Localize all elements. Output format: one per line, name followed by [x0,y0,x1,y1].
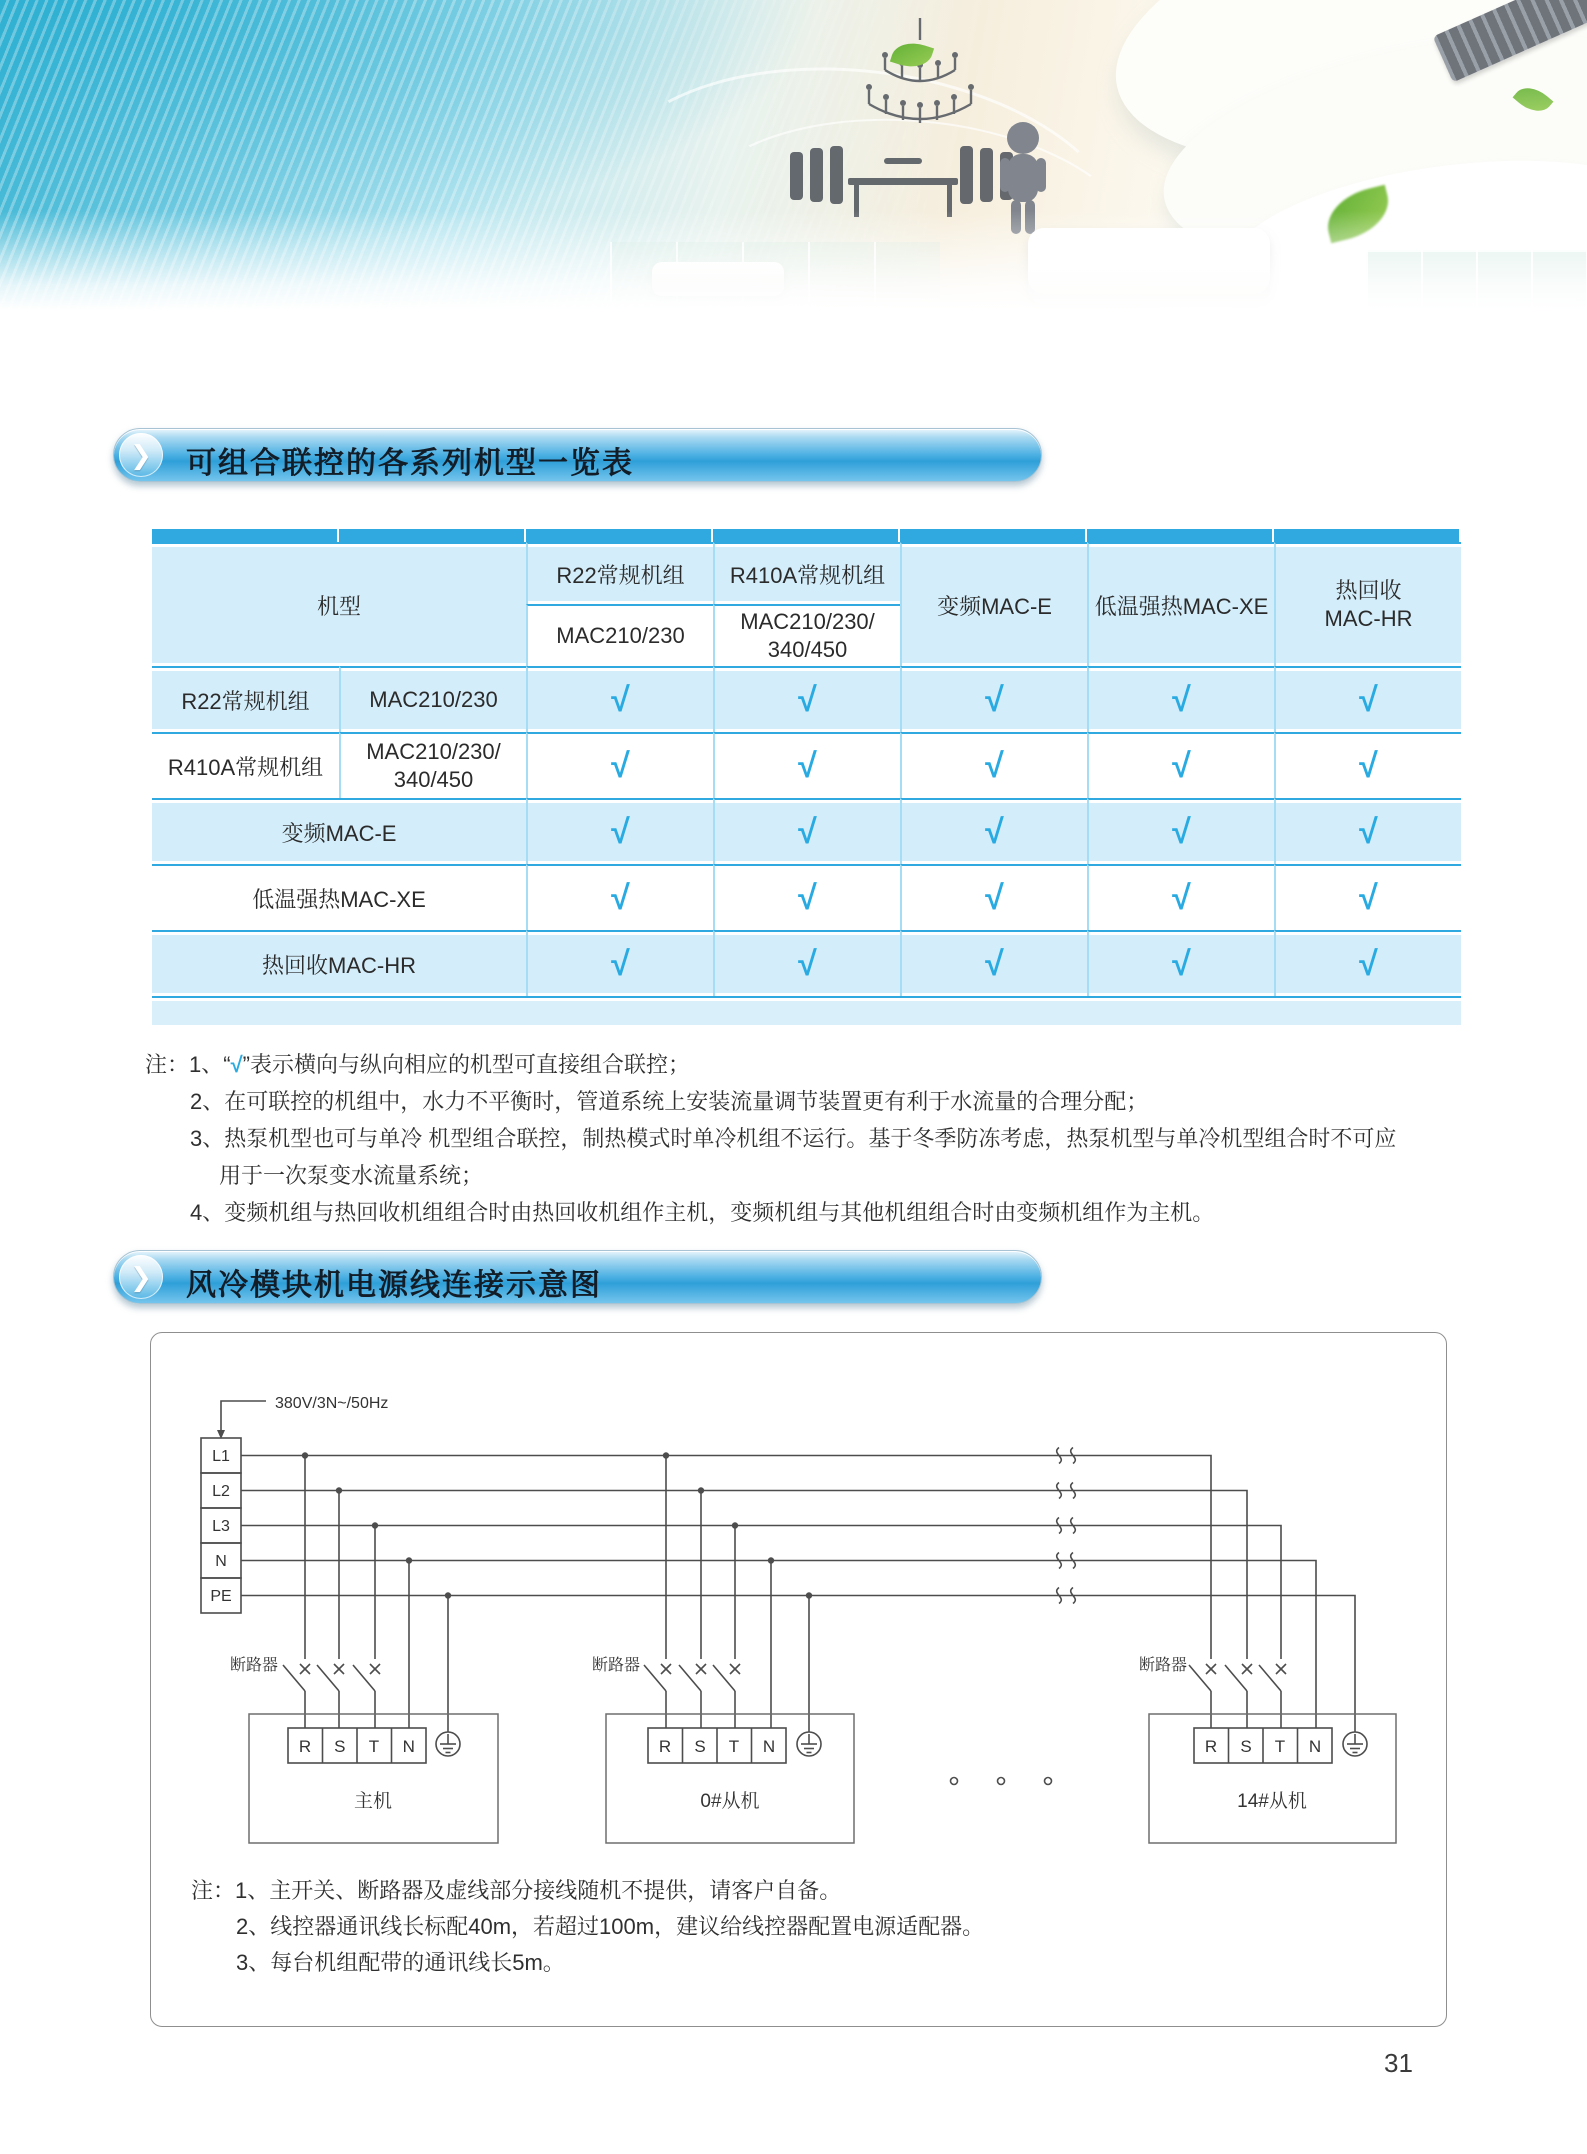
ellipsis-dots [951,1778,1052,1785]
check-cell [1087,666,1274,732]
terminal-s: S [694,1737,706,1756]
ground-icon [797,1732,821,1756]
check-icon: √ [1359,878,1378,917]
terminal-n: N [762,1737,776,1756]
table-notes [145,1046,1485,1231]
row-model [339,732,526,798]
bus-line-pe [241,1596,1355,1733]
check-icon: √ [798,944,817,983]
circuit-breakers [283,1664,1286,1729]
terminal-t: T [728,1737,740,1756]
unit2-label: 0#从机 [700,1791,760,1812]
ground-icon [436,1732,460,1756]
note-line-3: 3、热泵机型也可与单冷 机型组合联控，制热模式时单冷机组不运行。基于冬季防冻考虑，热泵机型与单冷机型组合时不可应 [190,1126,1397,1151]
check-icon: √ [985,944,1004,983]
check-cell [900,732,1087,798]
row-label: 变频MAC-E [152,798,526,864]
section2-titlebar [113,1250,1042,1304]
compatibility-matrix [152,542,1461,996]
check-icon: √ [1359,812,1378,851]
header-mac-e: 变频MAC-E [900,542,1087,666]
header-mac-hr [1274,542,1461,666]
check-icon: √ [1359,944,1378,983]
check-icon: √ [1172,812,1191,851]
check-cell [713,732,900,798]
header-r22-model: MAC210/230 [526,604,713,666]
check-icon: √ [611,680,630,719]
header-r410a-model [713,604,900,666]
check-cell [900,864,1087,930]
note-line-4: 4、变频机组与热回收机组组合时由热回收机组作主机，变频机组与其他机组组合时由变频机组作为主机。 [190,1200,1215,1225]
note-line-2: 2、在可联控的机组中，水力不平衡时，管道系统上安装流量调节装置更有利于水流量的合理分配； [190,1089,1149,1114]
table-top-strip [152,529,1461,542]
compatibility-table [152,529,1461,1028]
chevron-right-icon: ❯ [119,433,163,477]
bus-line-l2 [241,1491,1247,1660]
phase-label-l2: L2 [212,1483,230,1500]
diagram-note-1: 注：1、主开关、断路器及虚线部分接线随机不提供，请客户自备。 [191,1878,842,1903]
terminal-t: T [368,1737,380,1756]
check-cell [1274,864,1461,930]
check-icon: √ [1359,746,1378,785]
breaker-unit1 [283,1664,380,1729]
check-icon: √ [1359,680,1378,719]
terminal-s: S [334,1737,346,1756]
section2-title: 风冷模块机电源线连接示意图 [186,1269,602,1302]
check-icon: √ [611,746,630,785]
row-model-line2: 340/450 [393,767,474,792]
terminal-r: R [1204,1737,1218,1756]
terminal-n: N [1308,1737,1322,1756]
check-cell [900,798,1087,864]
page-number: 31 [1384,2048,1413,2078]
check-icon: √ [798,746,817,785]
note1-text: ”表示横向与纵向相应的机型可直接组合联控； [242,1052,690,1077]
bus-line-n [241,1561,1316,1730]
phase-label-pe: PE [210,1588,232,1605]
check-cell [713,666,900,732]
check-icon: √ [985,746,1004,785]
terminal-r: R [658,1737,672,1756]
check-cell [1087,732,1274,798]
check-cell [900,666,1087,732]
check-icon: √ [798,878,817,917]
phase-label-l3: L3 [212,1518,230,1535]
check-icon: √ [985,680,1004,719]
phase-label-n: N [215,1553,227,1570]
check-cell [1087,798,1274,864]
row-label: 低温强热MAC-XE [152,864,526,930]
wiring-diagram-box [150,1332,1447,2027]
header-mac-xe: 低温强热MAC-XE [1087,542,1274,666]
check-icon: √ [798,812,817,851]
note1-prefix: 注：1、“ [145,1052,231,1077]
header-r410a: R410A常规机组 [713,542,900,604]
diagram-notes [191,1873,984,1981]
check-cell [1274,930,1461,996]
unit3-label: 14#从机 [1237,1791,1307,1812]
row-label: 热回收MAC-HR [152,930,526,996]
header-r410a-model-line1: MAC210/230/ [740,609,875,634]
header-r22: R22常规机组 [526,542,713,604]
hero-fade [0,0,1587,310]
table-bottom-strip [152,996,1461,1028]
diagram-note-2: 2、线控器通讯线长标配40m，若超过100m，建议给线控器配置电源适配器。 [236,1914,985,1939]
bus-lines [241,1456,1355,1733]
check-icon: √ [611,812,630,851]
check-cell [1274,666,1461,732]
row-model: MAC210/230 [339,666,526,732]
header-mac-hr-line1: 热回收 [1335,578,1402,603]
breaker-label-unit2: 断路器 [591,1657,641,1674]
chevron-right-icon: ❯ [119,1255,163,1299]
check-cell [713,798,900,864]
unit1-taps [305,1456,448,1733]
terminal-s: S [1240,1737,1252,1756]
bus-line-l3 [241,1526,1281,1660]
row-label: R22常规机组 [152,666,339,732]
check-cell [526,666,713,732]
check-cell [1087,930,1274,996]
check-icon: √ [1172,680,1191,719]
check-icon: √ [1172,746,1191,785]
breaker-label-unit3: 断路器 [1138,1657,1188,1674]
check-icon: √ [230,1052,243,1077]
check-cell [900,930,1087,996]
check-icon: √ [611,944,630,983]
check-icon: √ [985,812,1004,851]
check-cell [526,798,713,864]
terminal-t: T [1274,1737,1286,1756]
check-cell [1087,864,1274,930]
check-icon: √ [798,680,817,719]
diagram-note-3: 3、每台机组配带的通讯线长5m。 [236,1950,565,1975]
row-model-line1: MAC210/230/ [366,739,501,764]
terminal-n: N [402,1737,415,1756]
bus-line-l1 [241,1456,1211,1660]
hero-banner [0,0,1587,310]
header-r410a-model-line2: 340/450 [767,637,848,662]
check-icon: √ [611,878,630,917]
terminal-r: R [298,1737,312,1756]
breaker-unit2 [644,1664,740,1729]
check-cell [713,864,900,930]
check-cell [526,930,713,996]
section1-title: 可组合联控的各系列机型一览表 [186,447,634,480]
note-line-3-cont: 用于一次泵变水流量系统； [219,1163,484,1188]
check-cell [1274,732,1461,798]
check-icon: √ [1172,878,1191,917]
header-machine-type: 机型 [152,542,526,666]
power-supply-label: 380V/3N~/50Hz [275,1395,389,1412]
unit2-taps [666,1456,809,1733]
unit1-label: 主机 [353,1791,393,1812]
check-cell [526,864,713,930]
check-cell [713,930,900,996]
row-label: R410A常规机组 [152,732,339,798]
note-line-1 [145,1046,1485,1083]
phase-label-l1: L1 [212,1448,230,1465]
ground-icon [1343,1732,1367,1756]
breaker-label-unit1: 断路器 [229,1657,279,1674]
check-cell [526,732,713,798]
breaker-unit3 [1189,1664,1286,1729]
check-icon: √ [1172,944,1191,983]
power-supply-leader [217,1401,266,1439]
section1-titlebar [113,428,1042,482]
check-cell [1274,798,1461,864]
check-icon: √ [985,878,1004,917]
header-mac-hr-line2: MAC-HR [1324,606,1413,631]
